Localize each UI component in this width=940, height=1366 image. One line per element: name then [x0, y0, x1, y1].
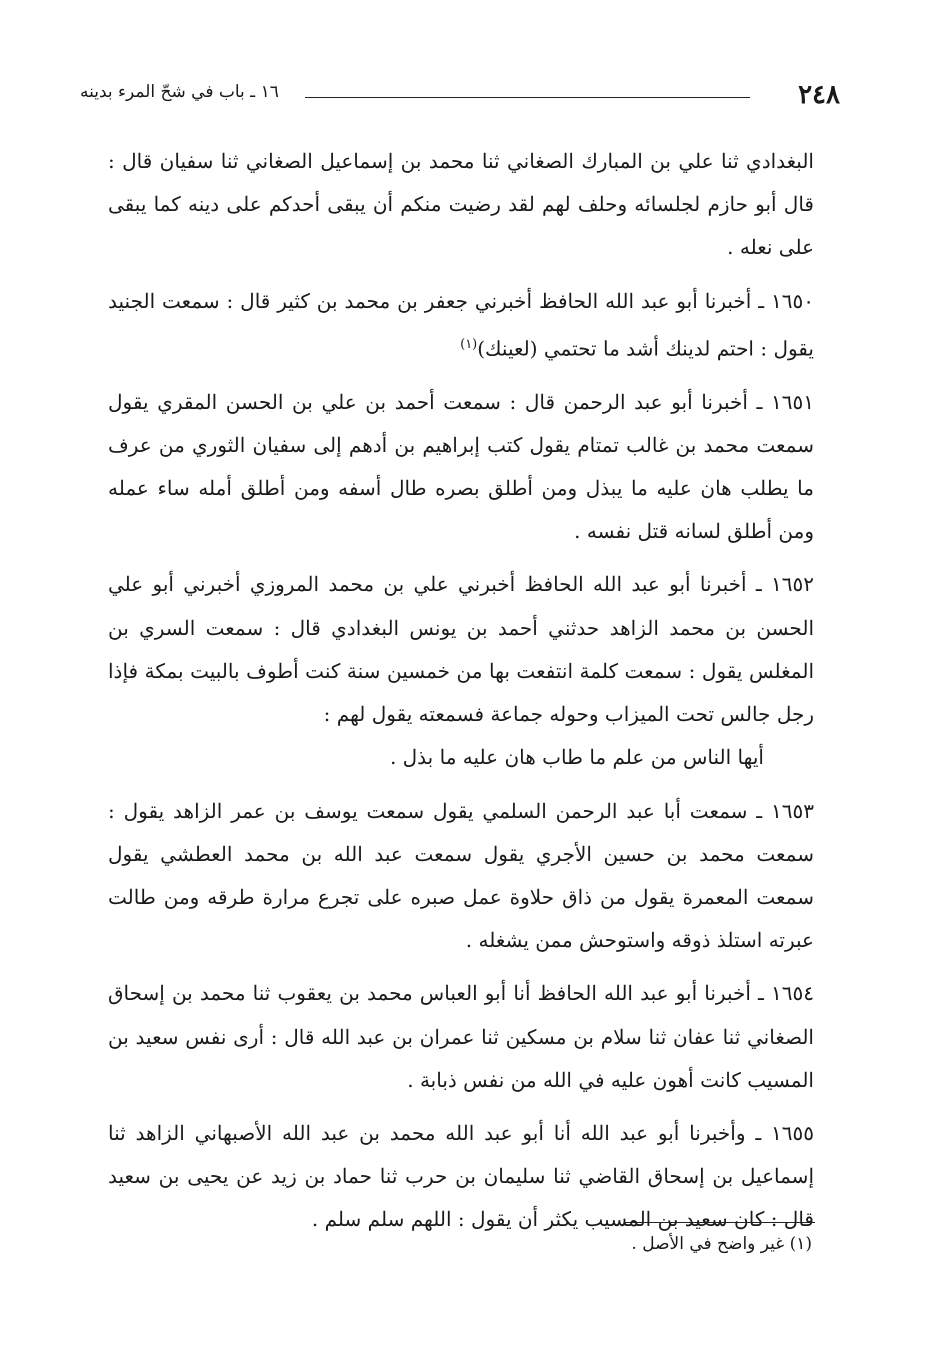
page-number: ٢٤٨ — [798, 80, 840, 110]
hadith-1655: ١٦٥٥ ـ وأخبرنا أبو عبد الله أنا أبو عبد الله محمد بن عبد الله الأصبهاني الزاهد ثنا إسماعيل بن إسحاق القاضي ثنا سليمان بن حرب ثنا حماد بن زيد عن يحيى بن سعيد قال : كان سعيد بن المسيب يكثر أن يقول : اللهم سلم سلم . — [108, 1120, 814, 1232]
paragraph-intro: البغدادي ثنا علي بن المبارك الصغاني ثنا محمد بن إسماعيل الصغاني ثنا سفيان قال : قال أبو حازم لجلسائه وحلف لهم لقد رضيت منكم أن يبقى أحدكم على دينه كما يبقى على نعله . — [108, 149, 814, 260]
hadith-1654: ١٦٥٤ ـ أخبرنا أبو عبد الله الحافظ أنا أبو العباس محمد بن يعقوب ثنا محمد بن إسحاق الصغاني ثنا عفان ثنا سلام بن مسكين ثنا عمران بن عبد الله قال : أرى نفس سعيد بن المسيب كانت أهون عليه في الله من نفس ذبابة . — [108, 981, 814, 1092]
footnote: (١) غير واضح في الأصل . — [631, 1234, 812, 1254]
hadith-1650 — [108, 280, 814, 371]
header-rule — [305, 97, 750, 98]
footnote-rule — [625, 1222, 815, 1223]
footnote-marker: (١) — [460, 336, 478, 352]
page-header — [80, 78, 840, 118]
hadith-1652-saying: أيها الناس من علم ما طاب هان عليه ما بذل . — [389, 745, 764, 770]
running-title: ١٦ ـ باب في شحّ المرء بدينه — [80, 82, 279, 102]
main-text — [108, 140, 814, 1242]
hadith-1653: ١٦٥٣ ـ سمعت أبا عبد الرحمن السلمي يقول سمعت يوسف بن عمر الزاهد يقول : سمعت محمد بن حسين الأجري يقول سمعت عبد الله بن محمد العطشي يقول سمعت المعمرة يقول من ذاق حلاوة عمل صبره على تجرع مرارة طرقه ومن طالت عبرته استلذ ذوقه واستوحش ممن يشغله . — [108, 798, 814, 953]
hadith-1651: ١٦٥١ ـ أخبرنا أبو عبد الرحمن قال : سمعت أحمد بن علي بن الحسن المقري يقول سمعت محمد بن غالب تمتام يقول كتب إبراهيم بن أدهم إلى سفيان الثوري من عرف ما يطلب هان عليه ما يبذل ومن أطلق بصره طال أسفه ومن أطلق أمله ساء عمله ومن أطلق لسانه قتل نفسه . — [108, 389, 815, 544]
hadith-1650-text: ١٦٥٠ ـ أخبرنا أبو عبد الله الحافظ أخبرني جعفر بن محمد بن كثير قال : سمعت الجنيد يقول : احتم لدينك أشد ما تحتمي (لعينك) — [108, 288, 814, 361]
hadith-1652: ١٦٥٢ ـ أخبرنا أبو عبد الله الحافظ أخبرني علي بن محمد المروزي أخبرني أبو علي الحسن بن محمد الزاهد حدثني أحمد بن يونس البغدادي قال : سمعت السري بن المغلس يقول : سمعت كلمة انتفعت بها من خمسين سنة كنت أطوف بالبيت بمكة فإذا رجل جالس تحت الميزاب وحوله جماعة فسمعته يقول لهم : — [108, 572, 815, 727]
